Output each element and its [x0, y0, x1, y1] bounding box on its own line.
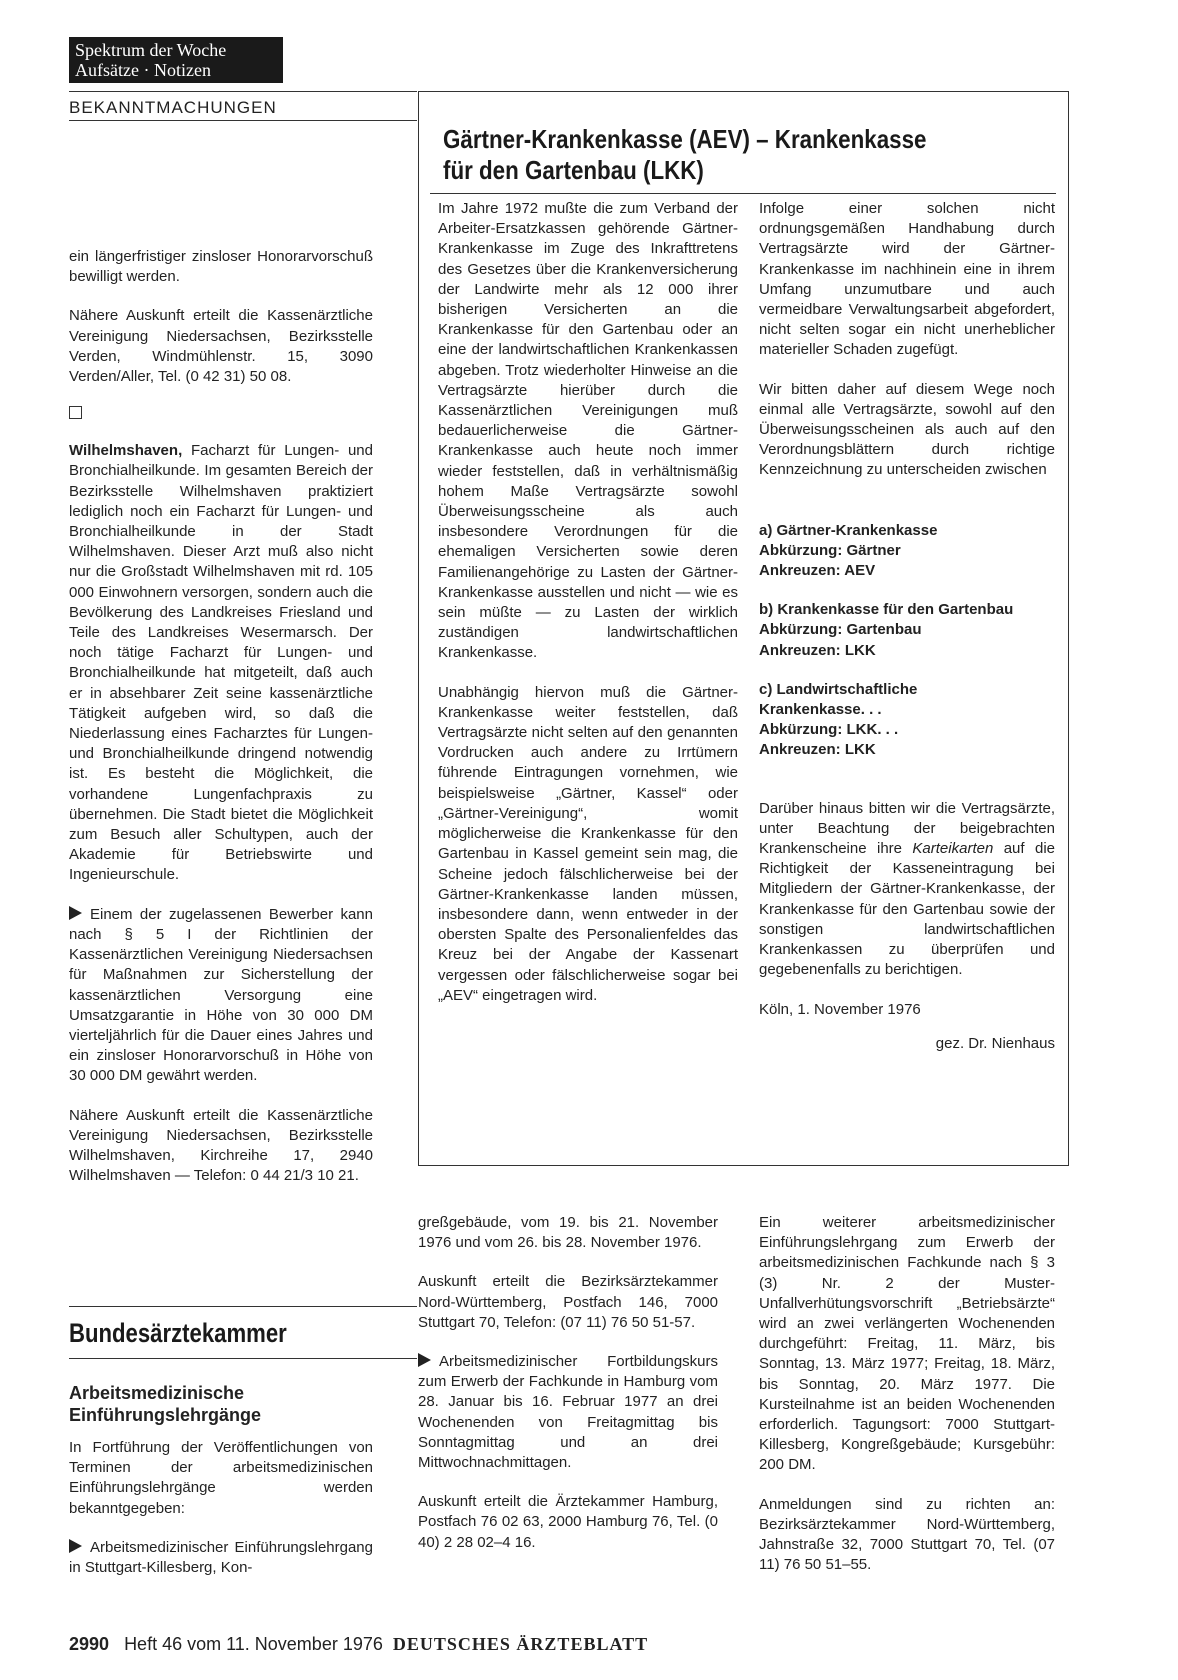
list-line: Ankreuzen: AEV	[759, 562, 876, 580]
header-rule-lower	[69, 120, 417, 121]
place-lead: Wilhelmshaven,	[69, 442, 183, 460]
page-number: 2990	[69, 1634, 110, 1654]
header-rule	[69, 91, 417, 92]
paragraph: Auskunft erteilt die Ärztekammer Hamburg, Postfach 76 02 63, 2000 Hamburg 76, Tel. (0 40) 2 28 02–4 16.	[418, 1493, 718, 1551]
paragraph-text: Arbeitsmedizinischer Einführungslehrgang in Stuttgart-Killesberg, Kon-	[69, 1538, 373, 1577]
paragraph-with-triangle	[418, 1352, 718, 1473]
paragraph-with-triangle	[69, 1538, 373, 1578]
bundes-middle-column	[418, 1213, 718, 1553]
bundes-title: Bundesärztekammer	[69, 1318, 287, 1348]
list-line: Ankreuzen: LKK	[759, 741, 876, 759]
notice-column-1	[438, 199, 738, 1006]
paragraph: Infolge einer solchen nicht ordnungsgemäßen Handhabung durch Vertragsärzte wird der Gärtner-Krankenkasse im nachhinein eine in ihrem Umfang unzumutbare und auch vermeidbare Verwaltungsarbeit abgefordert, nicht selten sogar ein nicht unerheblicher materieller Schaden zugefügt.	[759, 200, 1055, 359]
section-rule	[69, 1358, 417, 1359]
paragraph: greßgebäude, vom 19. bis 21. November 1976 und vom 26. bis 28. November 1976.	[418, 1214, 718, 1252]
list-item-b	[759, 600, 1055, 661]
signature: gez. Dr. Nienhaus	[935, 1034, 1055, 1052]
bundes-left-column	[69, 1438, 373, 1578]
list-line: a) Gärtner-Krankenkasse	[759, 521, 938, 539]
list-line: Krankenkasse. . .	[759, 701, 882, 719]
notice-column-2	[759, 199, 1055, 1054]
notice-title: Gärtner-Krankenkasse (AEV) – Krankenkasse für den Gartenbau (LKK)	[443, 124, 927, 185]
paragraph: In Fortführung der Veröffentlichungen von Terminen der arbeitsmedizinischen Einführungslehrgänge werden bekanntgegeben:	[69, 1439, 373, 1517]
list-line: Abkürzung: LKK. . .	[759, 721, 899, 739]
paragraph-karteikarten	[759, 799, 1055, 981]
triangle-bullet-icon	[418, 1353, 431, 1367]
issue-info: Heft 46 vom 11. November 1976	[124, 1634, 383, 1654]
paragraph: Nähere Auskunft erteilt die Kassenärztliche Vereinigung Niedersachsen, Bezirksstelle Wilhelmshaven, Kirchreihe 17, 2940 Wilhelmshaven — Telefon: 0 44 21/3 10 21.	[69, 1106, 373, 1185]
list-item-c	[759, 680, 1055, 761]
paragraph: ein längerfristiger zinsloser Honorarvorschuß bewilligt werden.	[69, 248, 373, 286]
left-column	[69, 247, 373, 1186]
italic-term: Karteikarten	[912, 840, 994, 858]
list-line: Abkürzung: Gärtner	[759, 541, 901, 559]
section-heading: Arbeitsmedizinische Einführungslehrgänge	[69, 1383, 262, 1425]
list-line: c) Landwirtschaftliche	[759, 680, 918, 698]
journal-name: DEUTSCHES ÄRZTEBLATT	[392, 1634, 649, 1654]
triangle-bullet-icon	[69, 906, 82, 920]
paragraph: Im Jahre 1972 mußte die zum Verband der Arbeiter-Ersatzkassen gehörende Gärtner-Krankenkasse im Zuge des Inkrafttretens des Gesetzes über die Krankenversicherung der Landwirte mehr als 12 000 ihrer bisherigen Versicherten an die Krankenkasse für den Gartenbau oder an eine der landwirtschaftlichen Krankenkassen abgeben. Trotz wiederholter Hinweise an die Vertragsärzte hierüber durch die Kassenärztlichen Vereinigungen muß bedauerlicherweise die Gärtner-Krankenkasse auch heute noch immer wieder feststellen, daß in verhältnismäßig hohem Maße Vertragsärzte sowohl Überweisungsscheine als auch insbesondere Verordnungen für die ehemaligen Versicherten sowie deren Familienangehörige zu Lasten der Gärtner-Krankenkasse ausstellen und nicht — wie es sein müßte — zu Lasten der wirklich zuständigen landwirtschaftlichen Krankenkasse.	[438, 200, 738, 662]
paragraph-text: auf die Richtigkeit der Kasseneintragung bei Mitgliedern der Gärtner-Krankenkasse, der Krankenkasse für den Gartenbau sowie der sonstigen landwirtschaftlichen Krankenkassen zu überprüfen und gegebenenfalls zu berichtigen.	[759, 840, 1055, 979]
paragraph: Auskunft erteilt die Bezirksärztekammer Nord-Württemberg, Postfach 146, 7000 Stuttgart 70, Telefon: (07 11) 76 50 51-57.	[418, 1273, 718, 1331]
paragraph-wilhelmshaven	[69, 441, 373, 885]
paragraph: Nähere Auskunft erteilt die Kassenärztliche Vereinigung Niedersachsen, Bezirksstelle Verden, Windmühlenstr. 15, 3090 Verden/Aller, Tel. (0 42 31) 50 08.	[69, 307, 373, 386]
place-date: Köln, 1. November 1976	[759, 1000, 921, 1018]
list-line: b) Krankenkasse für den Gartenbau	[759, 601, 1014, 619]
triangle-bullet-icon	[69, 1539, 82, 1553]
page-footer	[69, 1634, 648, 1655]
list-line: Ankreuzen: LKK	[759, 641, 876, 659]
paragraph-text: Einem der zugelassenen Bewerber kann nach § 5 I der Richtlinien der Kassenärztlichen Vereinigung Niedersachsen für Maßnahmen zur Sicherstellung der kassenärztlichen Versorgung eine Umsatzgarantie in Höhe von 30 000 DM vierteljährlich für die Dauer eines Jahres und ein zinsloser Honorarvorschuß in Höhe von 30 000 DM gewährt werden.	[69, 905, 373, 1085]
paragraph-text: Facharzt für Lungen- und Bronchialheilkunde. Im gesamten Bereich der Bezirksstelle Wilhelmshaven praktiziert lediglich noch ein Facharzt für Lungen- und Bronchialheilkunde in der Stadt Wilhelmshaven. Dieser Arzt muß also nicht nur die Großstadt Wilhelmshaven mit rd. 105 000 Einwohnern versorgen, sondern auch die Bevölkerung des Landkreises Friesland und Teile des Landkreises Wesermarsch. Der noch tätige Facharzt für Lungen- und Bronchialheilkunde hat mitgeteilt, daß auch er in absehbarer Zeit seine kassenärztliche Tätigkeit aufgeben wird, so daß die Niederlassung eines Facharztes für Lungen- und Bronchialheilkunde dringend notwendig ist. Es besteht die Möglichkeit, die vorhandene Lungenfachpraxis zu übernehmen. Die Stadt bietet die Möglichkeit zum Besuch aller Schultypen, auch der Akademie für Betriebswirte und Ingenieurschule.	[69, 442, 373, 884]
bundes-right-column	[759, 1213, 1055, 1575]
section-line-1: Spektrum der Woche	[75, 40, 227, 60]
section-badge	[69, 37, 283, 83]
separator-box-icon	[69, 406, 373, 424]
section-rule	[69, 1306, 417, 1307]
paragraph-with-triangle	[69, 905, 373, 1087]
list-item-a	[759, 521, 1055, 582]
section-line-2: Aufsätze · Notizen	[75, 60, 211, 80]
list-line: Abkürzung: Gartenbau	[759, 621, 922, 639]
paragraph-text: Arbeitsmedizinischer Fortbildungskurs zum Erwerb der Fachkunde in Hamburg vom 28. Januar bis 16. Februar 1977 an drei Wochenenden von Freitagmittag bis Sonntagmittag und an drei Mittwochnachmittagen.	[418, 1353, 718, 1472]
paragraph: Wir bitten daher auf diesem Wege noch einmal alle Vertragsärzte, sowohl auf den Überweisungsscheinen als auch auf den Verordnungsblättern durch richtige Kennzeichnung zu unterscheiden zwischen	[759, 380, 1055, 479]
paragraph: Anmeldungen sind zu richten an: Bezirksärztekammer Nord-Württemberg, Jahnstraße 32, 7000 Stuttgart 70, Tel. (07 11) 76 50 51–55.	[759, 1495, 1055, 1574]
paragraph-text: Darüber hinaus bitten wir die Vertragsärzte, unter Beachtung der beigebrachten Krankenscheine ihre	[759, 799, 1055, 858]
notice-title-rule	[430, 193, 1056, 194]
section-label: BEKANNTMACHUNGEN	[69, 98, 277, 117]
paragraph: Unabhängig hiervon muß die Gärtner-Krankenkasse weiter feststellen, daß Vertragsärzte nicht selten auf den genannten Vordrucken auch andere zu Irrtümern führende Eintragungen vornehmen, wie beispielsweise „Gärtner, Kassel“ oder „Gärtner-Vereinigung“, womit möglicherweise die Krankenkasse für den Gartenbau in Kassel gemeint sein mag, die Scheine jedoch fälschlicherweise bei der Gärtner-Krankenkasse landen müssen, insbesondere dann, wenn entweder in der obersten Spalte des Personalienfeldes das Kreuz bei der Angabe der Kassenart vergessen oder fälschlicherweise sogar bei „AEV“ eingetragen wird.	[438, 683, 738, 1004]
paragraph: Ein weiterer arbeitsmedizinischer Einführungslehrgang zum Erwerb der arbeitsmedizinischen Fachkunde nach § 3 (3) Nr. 2 der Muster-Unfallverhütungsvorschrift „Betriebsärzte“ wird an zwei verlängerten Wochenenden durchgeführt: Freitag, 11. März, bis Sonntag, 13. März 1977; Freitag, 18. März, bis Sonntag, 20. März 1977. Die Kursteilnahme ist an beiden Wochenenden erforderlich. Tagungsort: 7000 Stuttgart-Killesberg, Kongreßgebäude; Kursgebühr: 200 DM.	[759, 1214, 1055, 1474]
